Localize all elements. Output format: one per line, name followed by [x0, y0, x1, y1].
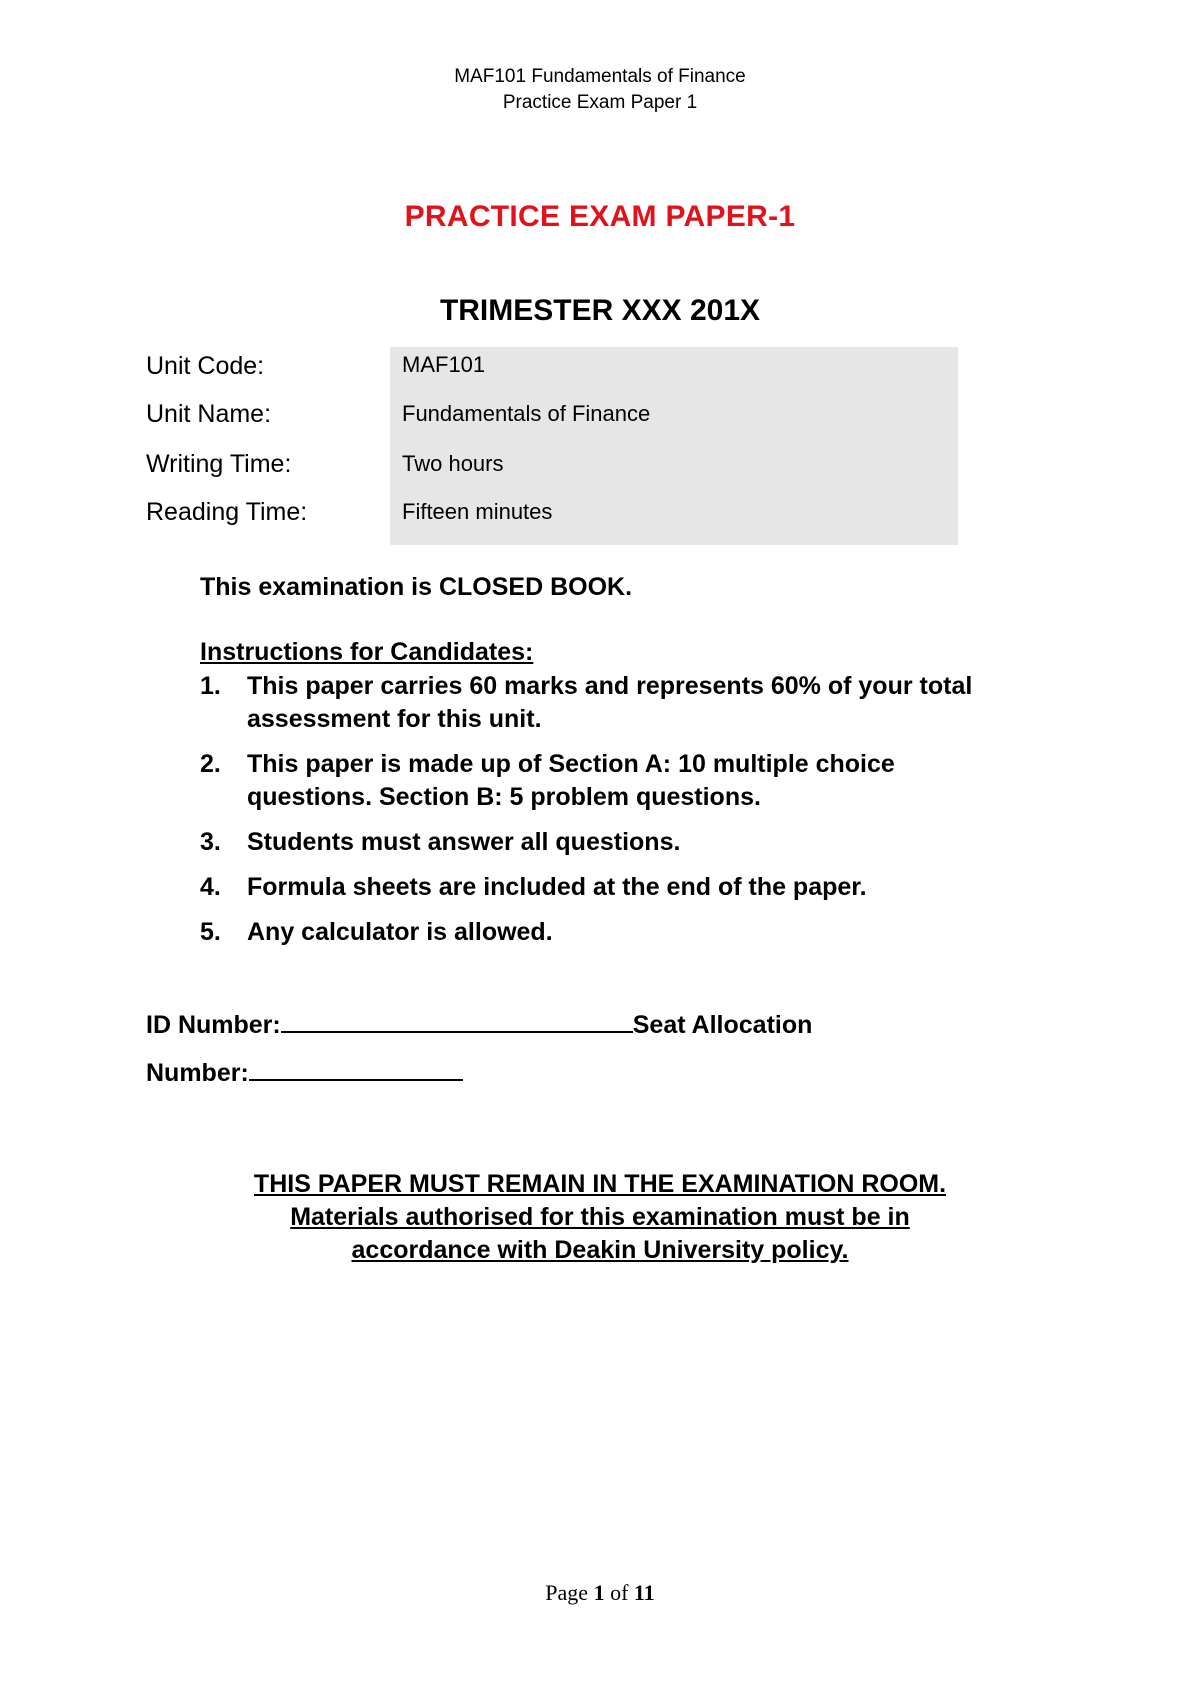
running-header	[0, 64, 1200, 116]
header-paper-line: Practice Exam Paper 1	[502, 92, 698, 113]
reading-time-label: Reading Time:	[146, 498, 308, 526]
exam-title: PRACTICE EXAM PAPER-1	[404, 200, 796, 233]
writing-time-value: Two hours	[402, 451, 504, 476]
seat-number-row	[146, 1053, 463, 1088]
instruction-item	[200, 871, 1020, 904]
trimester-heading: TRIMESTER XXX 201X	[439, 294, 761, 327]
instruction-text: Formula sheets are included at the end of the paper.	[247, 873, 867, 901]
notice-line-1: THIS PAPER MUST REMAIN IN THE EXAMINATION ROOM.	[253, 1170, 947, 1198]
instruction-text: This paper is made up of Section A: 10 multiple choice questions. Section B: 5 problem questions.	[247, 750, 895, 811]
reading-time-value: Fifteen minutes	[402, 499, 553, 524]
total-pages-number: 11	[633, 1580, 655, 1605]
instruction-number: 4.	[200, 873, 221, 901]
instruction-item	[200, 670, 1020, 736]
instruction-number: 1.	[200, 672, 221, 700]
id-number-label: ID Number:	[146, 1011, 281, 1039]
instruction-text: Students must answer all questions.	[247, 828, 681, 856]
instruction-item	[200, 826, 1020, 859]
seat-number-blank[interactable]	[249, 1053, 463, 1081]
unit-code-label: Unit Code:	[146, 352, 265, 380]
unit-code-value: MAF101	[402, 352, 486, 377]
instruction-number: 2.	[200, 750, 221, 778]
id-number-blank[interactable]	[281, 1005, 633, 1033]
instructions-list	[200, 670, 1020, 961]
exam-room-notice	[0, 1168, 1200, 1267]
instructions-heading: Instructions for Candidates:	[200, 638, 534, 666]
writing-time-label: Writing Time:	[146, 450, 292, 478]
closed-book-notice: This examination is CLOSED BOOK.	[200, 573, 633, 601]
notice-line-3: accordance with Deakin University policy.	[351, 1236, 849, 1264]
instruction-item	[200, 916, 1020, 949]
instruction-text: Any calculator is allowed.	[247, 918, 553, 946]
notice-line-2: Materials authorised for this examination must be in	[290, 1203, 910, 1231]
current-page-number: 1	[593, 1580, 605, 1605]
instruction-number: 5.	[200, 918, 221, 946]
unit-name-label: Unit Name:	[146, 400, 272, 428]
page-word: Page	[545, 1580, 589, 1605]
instruction-item	[200, 748, 1020, 814]
unit-name-value: Fundamentals of Finance	[402, 401, 651, 426]
instruction-text: This paper carries 60 marks and represents 60% of your total assessment for this unit.	[247, 672, 973, 733]
id-number-row	[146, 1005, 812, 1040]
seat-allocation-label: Seat Allocation	[632, 1011, 813, 1039]
seat-number-label: Number:	[146, 1059, 249, 1087]
instruction-number: 3.	[200, 828, 221, 856]
page-footer	[0, 1580, 1200, 1606]
header-unit-line: MAF101 Fundamentals of Finance	[454, 66, 746, 87]
of-word: of	[610, 1580, 629, 1605]
